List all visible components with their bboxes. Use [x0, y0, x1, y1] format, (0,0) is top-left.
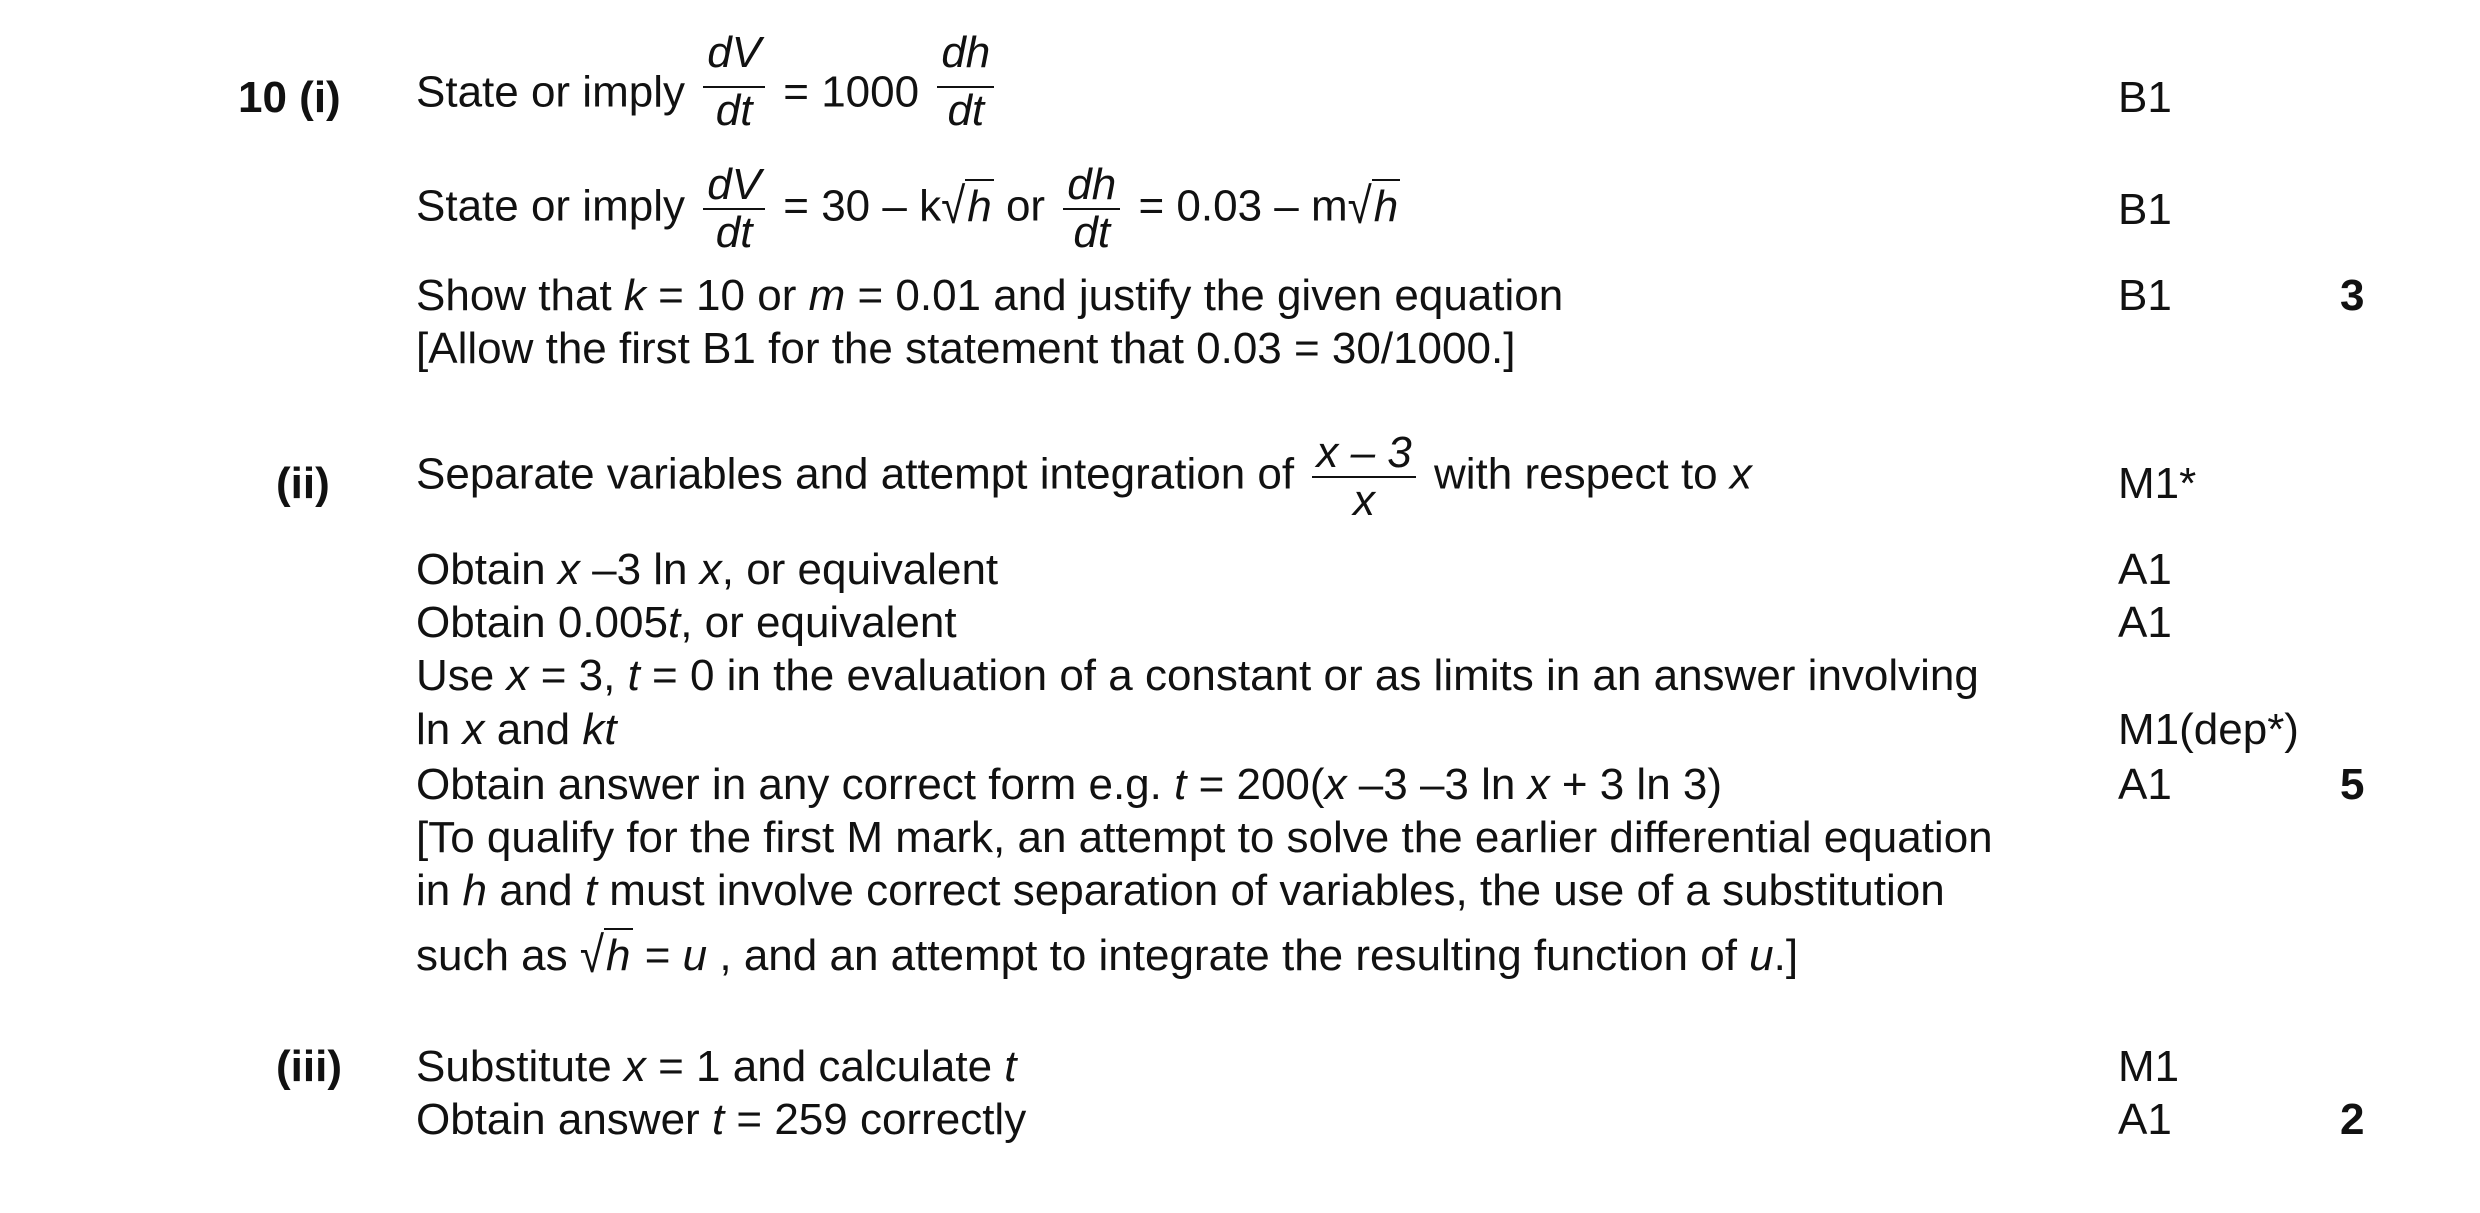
- part-total: 5: [2340, 760, 2365, 809]
- mark: A1: [2118, 545, 2172, 594]
- mark: M1(dep*): [2118, 705, 2299, 754]
- part-ii-line-6: Obtain answer in any correct form e.g. t = 200(x –3 –3 ln x + 3 ln 3): [416, 760, 1723, 809]
- denominator: dt: [1073, 208, 1111, 257]
- mark: B1: [2118, 185, 2172, 234]
- fraction: [1312, 430, 1415, 524]
- radical-sign: √: [1347, 177, 1372, 235]
- part-ii-line-3: Obtain 0.005t, or equivalent: [416, 598, 957, 647]
- marking-note-line-3: such as √h = u , and an attempt to integrate the resulting function of u.]: [416, 928, 1798, 982]
- mark: A1: [2118, 598, 2172, 647]
- part-ii-line-4: Use x = 3, t = 0 in the evaluation of a constant or as limits in an answer involving: [416, 651, 1979, 700]
- part-ii-line-1: Separate variables and attempt integration of $\frac{x - 3}{x}$ with respect to x: [416, 428, 1752, 525]
- radicand: h: [606, 931, 631, 980]
- mark: A1: [2118, 760, 2172, 809]
- part-ii-line-5: ln x and kt: [416, 705, 617, 754]
- part-i-line-1: [416, 28, 1000, 135]
- numerator: x – 3: [1316, 428, 1412, 477]
- mark: A1: [2118, 1095, 2172, 1144]
- numerator: dh: [941, 28, 991, 77]
- part-iii-line-2: Obtain answer t = 259 correctly: [416, 1095, 1027, 1144]
- numerator: dV: [707, 160, 762, 209]
- fraction: [1063, 162, 1120, 256]
- fraction: [703, 162, 765, 256]
- denominator: dt: [715, 86, 753, 135]
- numerator: dh: [1067, 160, 1117, 209]
- equation-middle: = 1000: [783, 67, 920, 117]
- fraction: [937, 28, 994, 135]
- mark: B1: [2118, 73, 2172, 122]
- radicand: h: [1373, 181, 1399, 231]
- equation-middle-2: = 0.03 – m: [1138, 181, 1348, 231]
- part-total: 2: [2340, 1095, 2365, 1144]
- or-text: or: [1005, 181, 1046, 231]
- marking-note: [Allow the first B1 for the statement that 0.03 = 30/1000.]: [416, 324, 1516, 373]
- denominator: x: [1353, 476, 1376, 525]
- mark: M1*: [2118, 459, 2197, 508]
- part-i-line-2: [416, 162, 1400, 256]
- fraction: [703, 28, 765, 135]
- part-total: 3: [2340, 271, 2365, 320]
- denominator: dt: [947, 86, 985, 135]
- equation-middle: = 30 – k: [783, 181, 942, 231]
- part-label: (iii): [276, 1042, 342, 1091]
- radical-sign: √: [579, 927, 605, 984]
- part-iii-line-1: Substitute x = 1 and calculate t: [416, 1042, 1017, 1091]
- numerator: dV: [707, 28, 762, 77]
- marking-note-line-2: in h and t must involve correct separation of variables, the use of a substitution: [416, 866, 1945, 915]
- line-prefix: State or imply: [416, 67, 685, 117]
- part-ii-line-2: Obtain x –3 ln x, or equivalent: [416, 545, 999, 594]
- denominator: dt: [715, 208, 753, 257]
- part-i-line-3: Show that k = 10 or m = 0.01 and justify the given equation: [416, 271, 1564, 320]
- mark: B1: [2118, 271, 2172, 320]
- mark: M1: [2118, 1042, 2180, 1091]
- question-number: 10 (i): [238, 73, 341, 122]
- part-label: (ii): [276, 459, 330, 508]
- line-prefix: State or imply: [416, 181, 685, 231]
- radicand: h: [967, 181, 992, 231]
- radical-sign: √: [941, 177, 966, 235]
- marking-note-line-1: [To qualify for the first M mark, an attempt to solve the earlier differential equation: [416, 813, 1993, 862]
